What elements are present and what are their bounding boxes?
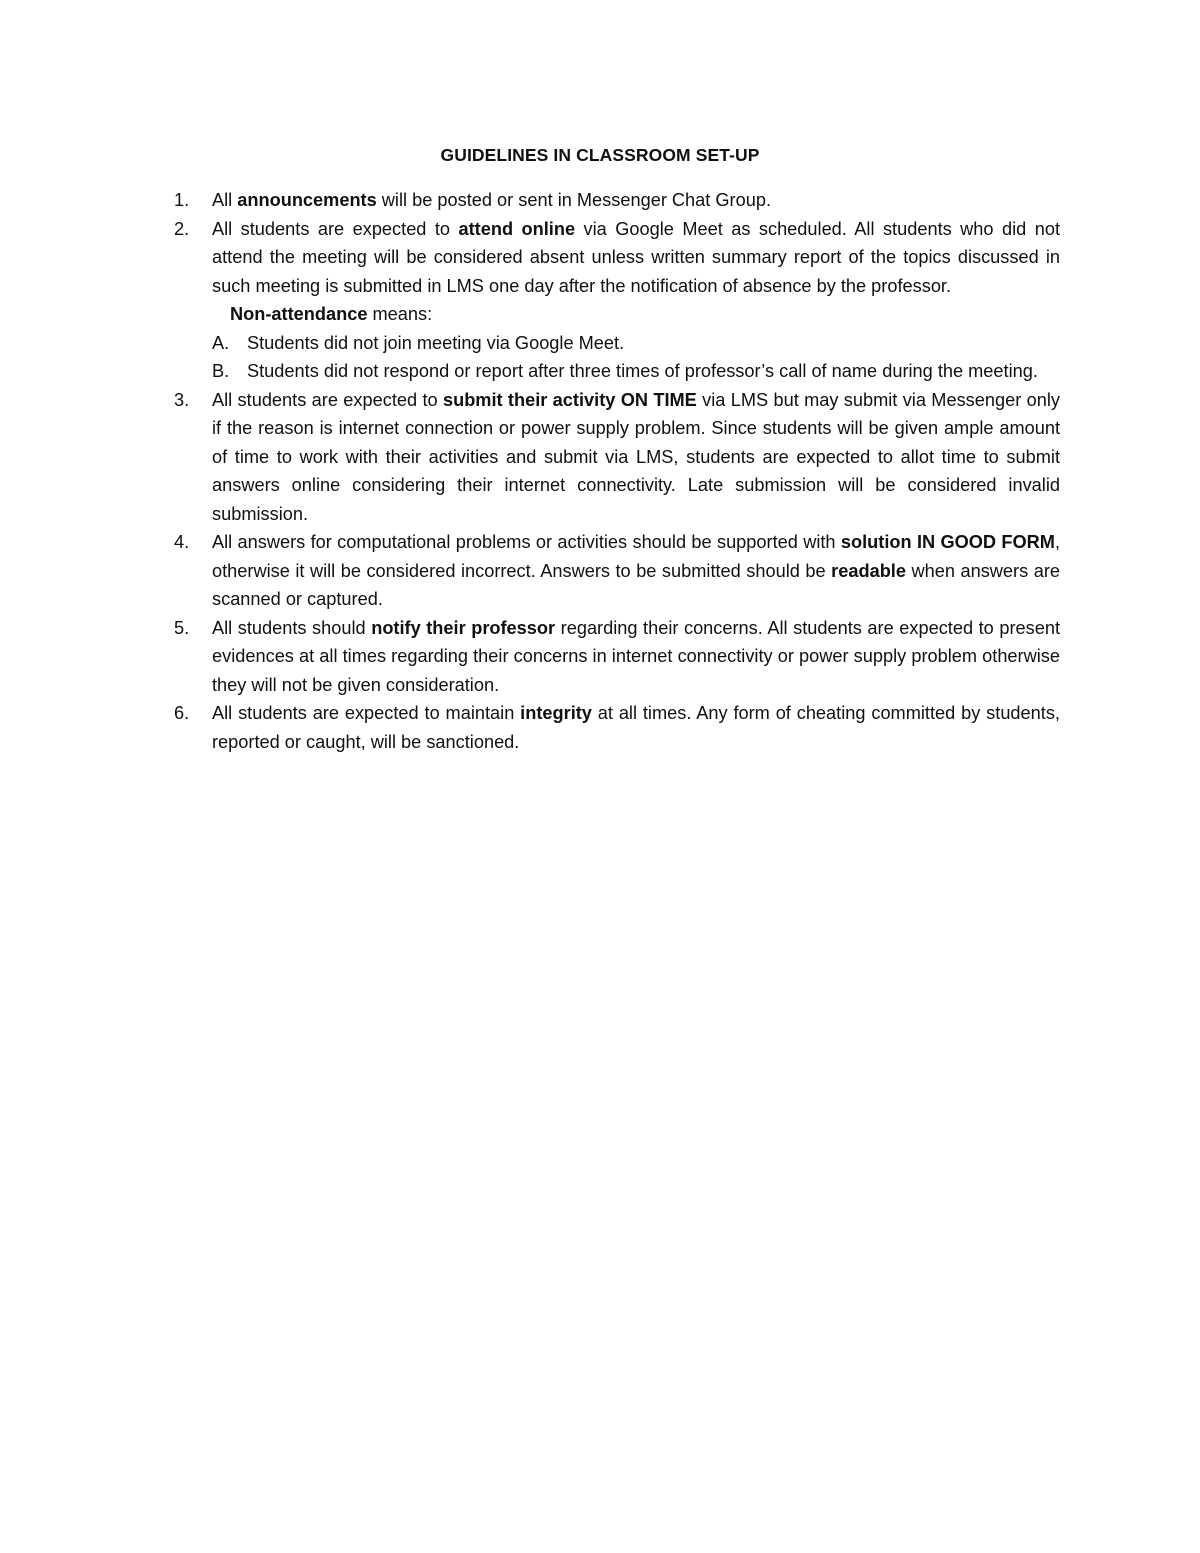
bold-text-run: Non-attendance [230, 304, 368, 324]
bold-text-run: announcements [237, 190, 377, 210]
list-item [174, 186, 1060, 215]
text-run: All [212, 190, 238, 210]
bold-text-run: readable [831, 560, 906, 581]
text-run: All students are expected to [212, 218, 459, 239]
list-item [174, 614, 1060, 700]
bold-text-run: notify their professor [371, 617, 556, 638]
text-run: via LMS but may submit via Messenger only if the reason is internet connection or power supply problem. Since students will be given ample amount of time to work with their activities and submit via LMS, students are expected to allot time to submit answers online considering their internet connectivity. Late submission will be considered invalid submission. [212, 389, 1060, 524]
non-attendance-subheading [174, 300, 1060, 329]
text-run: via Google Meet as scheduled. All students who did not attend the meeting will be considered absent unless written summary report of the topics discussed in such meeting is submitted in LMS one day after the notification of absence by the professor. [212, 218, 1060, 296]
sub-list-item [174, 357, 1060, 386]
bold-text-run: submit their activity ON TIME [442, 389, 697, 410]
text-run: All students are expected to maintain [212, 703, 521, 723]
sub-item-letter: B. [212, 361, 230, 381]
list-item [174, 386, 1060, 529]
item-number: 6. [174, 703, 190, 723]
item-number: 2. [174, 218, 190, 239]
text-run: All students are expected to [212, 389, 443, 410]
list-item [174, 215, 1060, 301]
item-text [212, 614, 1060, 700]
bold-text-run: solution IN GOOD FORM [840, 532, 1055, 552]
sub-item-text: Students did not join meeting via Google Meet. [247, 332, 625, 353]
text-run: All students should [212, 617, 372, 638]
item-text [212, 699, 1060, 756]
list-item [174, 699, 1060, 756]
sub-item-text: Students did not respond or report after three times of professor’s call of name during the meeting. [247, 361, 1038, 381]
guidelines-list [174, 186, 1060, 756]
item-number: 5. [174, 617, 190, 638]
bold-text-run: integrity [520, 703, 592, 723]
item-number: 1. [174, 190, 190, 210]
item-number: 4. [174, 532, 190, 552]
text-run: All answers for computational problems or activities should be supported with [212, 532, 841, 552]
item-text [212, 528, 1060, 614]
document-title: GUIDELINES IN CLASSROOM SET-UP [440, 145, 760, 165]
sub-item-letter: A. [212, 332, 230, 353]
item-text [212, 186, 1060, 215]
item-text [212, 215, 1060, 301]
text-run: will be posted or sent in Messenger Chat Group. [376, 190, 771, 210]
sub-list-item [174, 329, 1060, 358]
text-run: at all times. Any form of cheating committed by students, reported or caught, will be sanctioned. [212, 703, 1060, 752]
item-number: 3. [174, 389, 190, 410]
list-item [174, 528, 1060, 614]
text-run: means: [367, 304, 433, 324]
text-run: when answers are scanned or captured. [212, 560, 1060, 609]
text-run: , otherwise it will be considered incorrect. Answers to be submitted should be [212, 532, 1060, 581]
text-run: regarding their concerns. All students are expected to present evidences at all times regarding their concerns in internet connectivity or power supply problem otherwise they will not be given consideration. [212, 617, 1060, 695]
bold-text-run: attend online [458, 218, 576, 239]
item-text [212, 386, 1060, 529]
